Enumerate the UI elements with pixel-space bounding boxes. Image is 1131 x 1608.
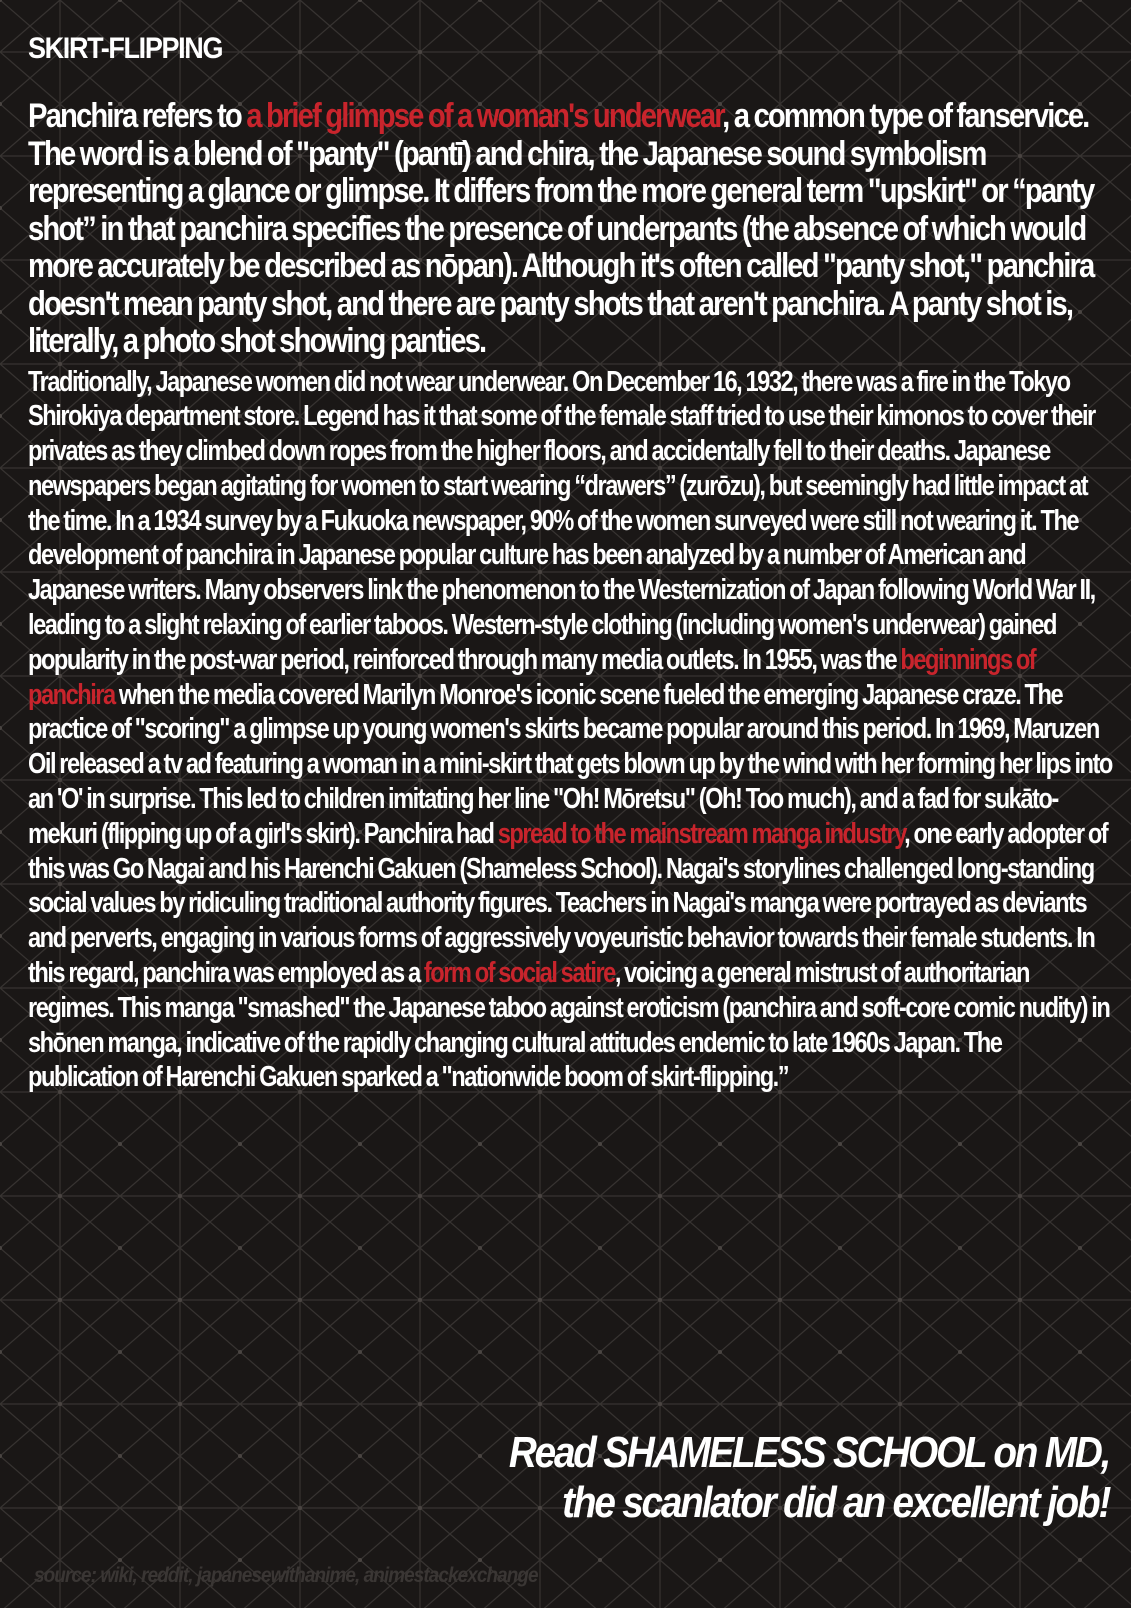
highlight-brief-glimpse: a brief glimpse of a woman's underwear: [246, 97, 723, 135]
paragraph1-text-a: Panchira refers to: [28, 97, 247, 135]
highlight-social-satire: form of social satire: [423, 957, 615, 990]
paragraph2-text-d: , voicing a general mistrust of authoritarian regimes. This manga "smashed" the Japanese taboo against eroticism (panchira and soft-core comic nudity) in shōnen manga, indicative of the rapidly changing cultural attitudes endemic to late 1960s Japan. The publication of Harenchi Gakuen sparked a "nationwide boom of skirt-flipping.”: [28, 957, 1110, 1094]
article: [28, 28, 1112, 1095]
promo-line-1: Read SHAMELESS SCHOOL on MD,: [508, 1428, 1109, 1477]
article-heading: SKIRT-FLIPPING: [28, 32, 223, 65]
promo-callout: [509, 1428, 1109, 1528]
paragraph2-text-b: when the media covered Marilyn Monroe's iconic scene fueled the emerging Japanese craze. The practice of "scoring" a glimpse up young women's skirts became popular around this period. In 1969, Maruzen Oil released a tv ad featuring a woman in a mini-skirt that gets blown up by the wind with her forming her lips into an 'O' in surprise. This led to children imitating her line "Oh! Mōretsu" (Oh! Too much), and a fad for sukāto-mekuri (flipping up of a girl's skirt). Panchira had: [28, 678, 1112, 850]
paragraph-panchira-history: [28, 365, 1115, 1096]
highlight-beginnings-of-panchira: beginnings of panchira: [28, 643, 1036, 711]
paragraph1-text-b: , a common type of fanservice. The word is a blend of "panty" (pantī) and chira, the Japanese sound symbolism representing a glance or glimpse. It differs from the more general term "upskirt" or “panty shot” in that panchira specifies the presence of underpants (the absence of which would more accurately be described as nōpan). Although it's often called "panty shot," panchira doesn't mean panty shot, and there are panty shots that aren't panchira. A panty shot is, literally, a photo shot showing panties.: [28, 97, 1094, 360]
promo-line-2: the scanlator did an excellent job!: [562, 1478, 1109, 1527]
paragraph2-text-c: , one early adopter of this was Go Nagai and his Harenchi Gakuen (Shameless School). Nagai's storylines challenged long-standing social values by ridiculing traditional authority figures. Teachers in Nagai's manga were portrayed as deviants and perverts, engaging in various forms of aggressively voyeuristic behavior towards their female students. In this regard, panchira was employed as a: [28, 817, 1108, 990]
paragraph-panchira-definition: [28, 98, 1094, 361]
highlight-spread-to-manga: spread to the mainstream manga industry: [497, 817, 905, 850]
source-credits: source: wiki, reddit, japanesewithanime, animestackexchange: [34, 1564, 538, 1587]
paragraph2-text-a: Traditionally, Japanese women did not wear underwear. On December 16, 1932, there was a fire in the Tokyo Shirokiya department store. Legend has it that some of the female staff tried to use their kimonos to cover their privates as they climbed down ropes from the higher floors, and accidentally fell to their deaths. Japanese newspapers began agitating for women to start wearing “drawers” (zurōzu), but seemingly had little impact at the time. In a 1934 survey by a Fukuoka newspaper, 90% of the women surveyed were still not wearing it. The development of panchira in Japanese popular culture has been analyzed by a number of American and Japanese writers. Many observers link the phenomenon to the Westernization of Japan following World War II, leading to a slight relaxing of earlier taboos. Western-style clothing (including women's underwear) gained popularity in the post-war period, reinforced through many media outlets. In 1955, was the: [28, 365, 1095, 676]
